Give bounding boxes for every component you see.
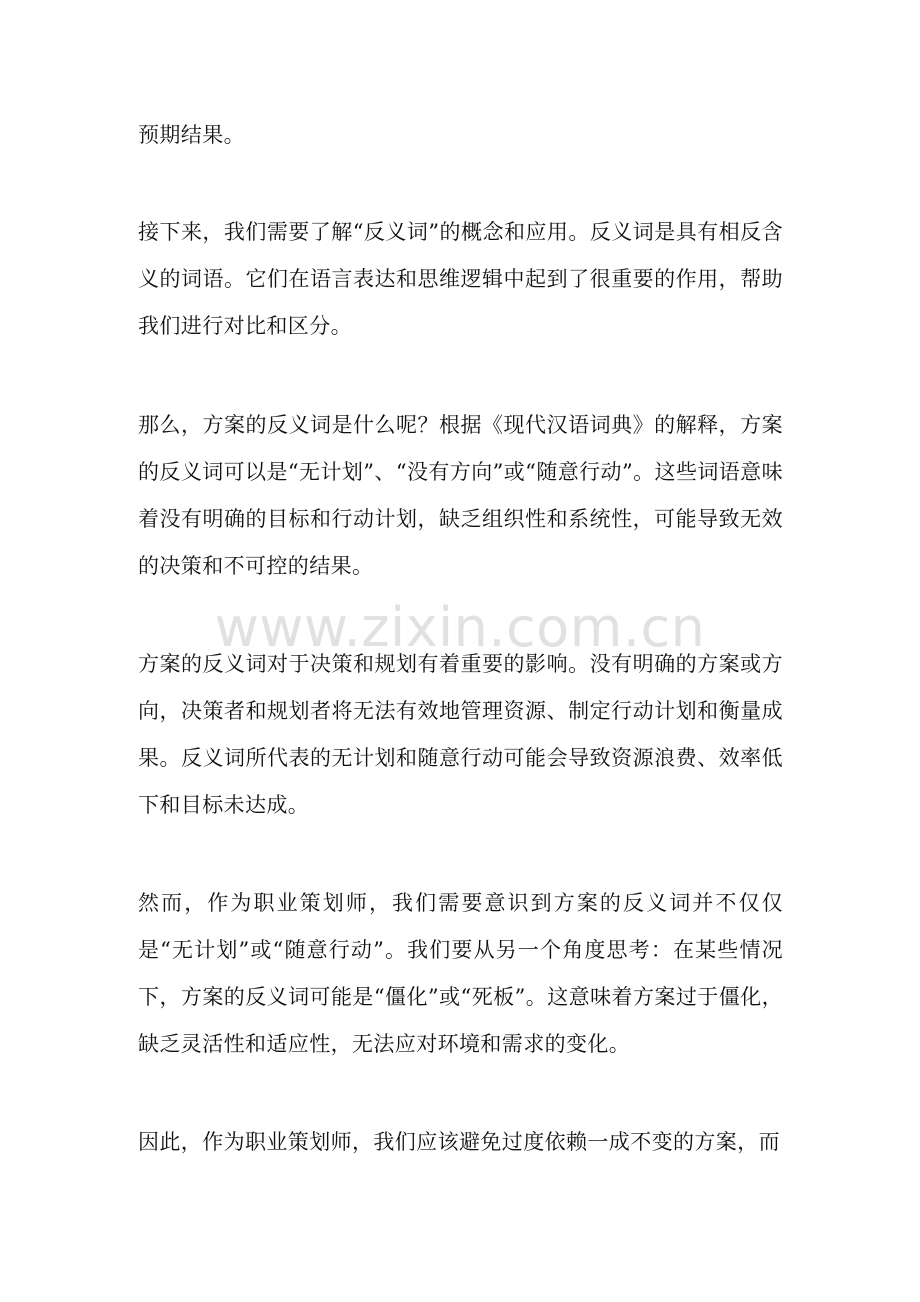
watermark: www.zixin.com.cn bbox=[214, 596, 706, 659]
paragraph-1: 预期结果。 bbox=[138, 123, 245, 147]
paragraph-4: 方案的反义词对于决策和规划有着重要的影响。没有明确的方案或方向，决策者和规划者将无法有效地管理资源、制定行动计划和衡量成果。反义词所代表的无计划和随意行动可能会导致资源浪费、效率低下和目标未达成。 bbox=[138, 652, 783, 817]
paragraph-5: 然而，作为职业策划师，我们需要意识到方案的反义词并不仅仅是“无计划”或“随意行动”。我们要从另一个角度思考：在某些情况下，方案的反义词可能是“僵化”或“死板”。这意味着方案过于僵化，缺乏灵活性和适应性，无法应对环境和需求的变化。 bbox=[138, 891, 783, 1056]
paragraph-2: 接下来，我们需要了解“反义词”的概念和应用。反义词是具有相反含义的词语。它们在语言表达和思维逻辑中起到了很重要的作用，帮助我们进行对比和区分。 bbox=[138, 220, 783, 338]
paragraph-3: 那么，方案的反义词是什么呢？根据《现代汉语词典》的解释，方案的反义词可以是“无计划”、“没有方向”或“随意行动”。这些词语意味着没有明确的目标和行动计划，缺乏组织性和系统性，可能导致无效的决策和不可控的结果。 bbox=[138, 413, 783, 578]
paragraph-6: 因此，作为职业策划师，我们应该避免过度依赖一成不变的方案，而 bbox=[138, 1130, 780, 1154]
